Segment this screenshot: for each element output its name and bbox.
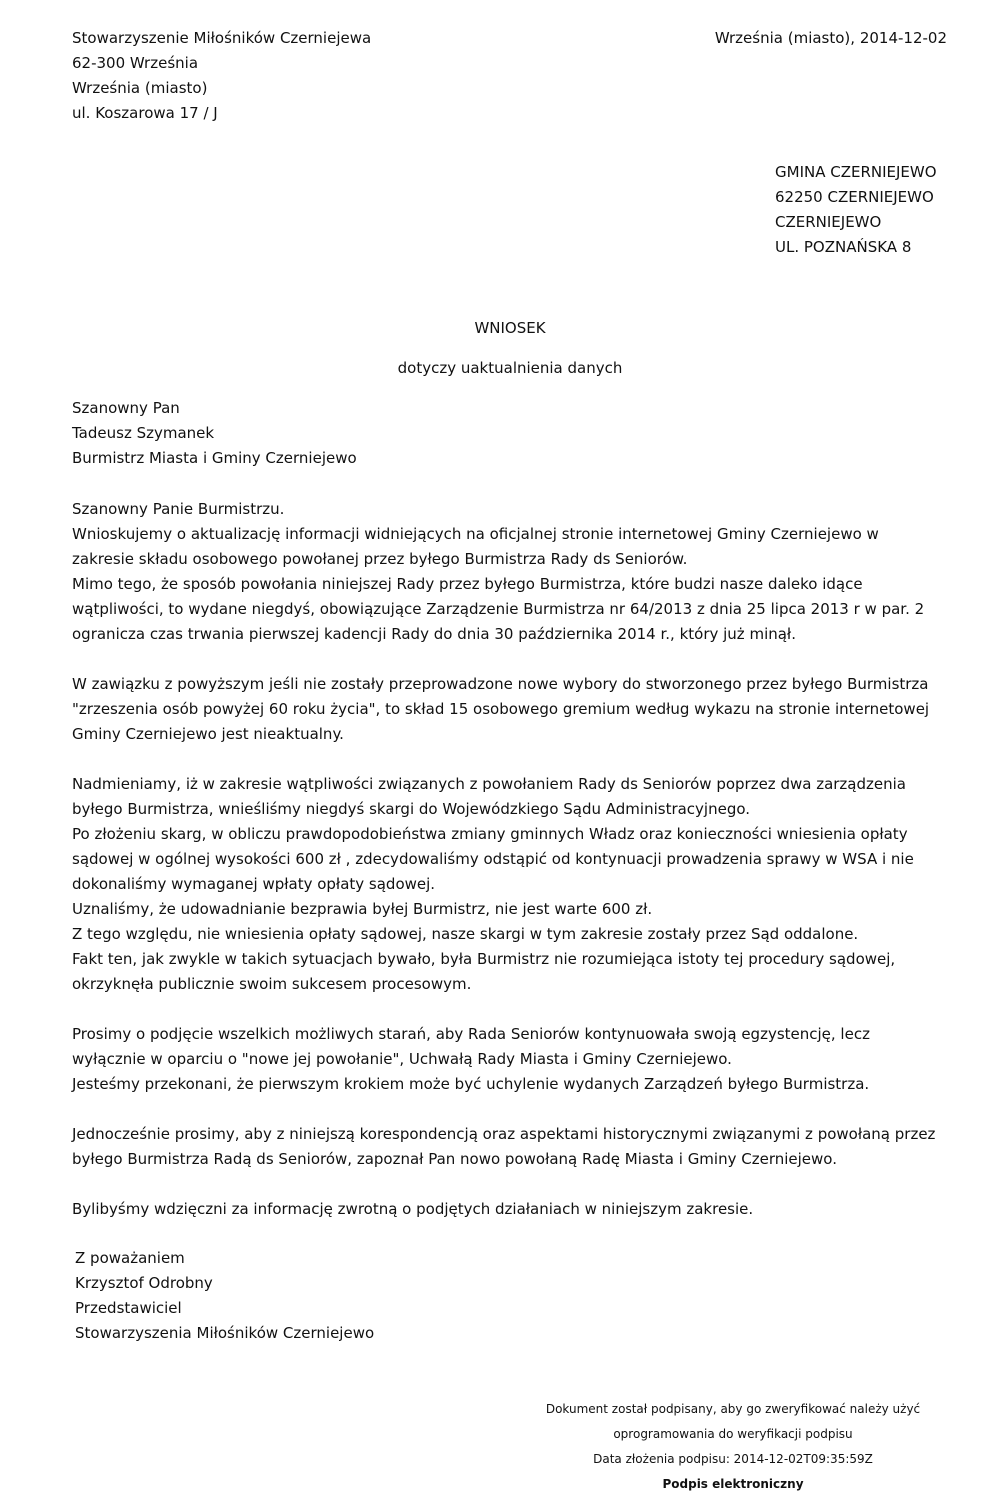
document-title: WNIOSEK	[474, 319, 546, 337]
paragraph-2	[72, 672, 952, 747]
body-line: Mimo tego, że sposób powołania niniejszej Rady przez byłego Burmistrza, które budzi nasze daleko idące	[72, 575, 863, 593]
sender-name: Stowarzyszenie Miłośników Czerniejewa	[72, 29, 372, 47]
body-line: "zrzeszenia osób powyżej 60 roku życia", to skład 15 osobowego gremium według wykazu na stronie internetowej	[72, 700, 930, 718]
body-line: zakresie składu osobowego powołanej przez byłego Burmistrza Rady ds Seniorów.	[72, 550, 688, 568]
body-line: byłego Burmistrza, wnieśliśmy niegdyś skargi do Wojewódzkiego Sądu Administracyjnego.	[72, 800, 751, 818]
signature-label: Podpis elektroniczny	[662, 1477, 804, 1491]
signer-name: Krzysztof Odrobny	[75, 1274, 213, 1292]
closing-phrase: Z poważaniem	[75, 1249, 185, 1267]
recipient-city: CZERNIEJEWO	[775, 213, 882, 231]
addressee-name: Tadeusz Szymanek	[72, 424, 215, 442]
body-line: Szanowny Panie Burmistrzu.	[72, 500, 285, 518]
signer-organization: Stowarzyszenia Miłośników Czerniejewo	[75, 1324, 375, 1342]
paragraph-6	[72, 1197, 952, 1222]
sender-street: ul. Koszarowa 17 / J	[72, 104, 218, 122]
body-line: Gminy Czerniejewo jest nieaktualny.	[72, 725, 344, 743]
body-line: Jednocześnie prosimy, aby z niniejszą korespondencją oraz aspektami historycznymi związanymi z powołaną przez	[72, 1125, 936, 1143]
letter-body	[72, 497, 952, 1247]
body-line: sądowej w ogólnej wysokości 600 zł , zdecydowaliśmy odstąpić od kontynuacji prowadzenia sprawy w WSA i nie	[72, 850, 914, 868]
body-line: okrzyknęła publicznie swoim sukcesem procesowym.	[72, 975, 472, 993]
recipient-address	[775, 160, 937, 260]
addressee-position: Burmistrz Miasta i Gminy Czerniejewo	[72, 449, 357, 467]
recipient-name: GMINA CZERNIEJEWO	[775, 163, 937, 181]
recipient-postcode: 62250 CZERNIEJEWO	[775, 188, 934, 206]
addressee	[72, 396, 357, 471]
body-line: Po złożeniu skarg, w obliczu prawdopodobieństwa zmiany gminnych Władz oraz konieczności wniesienia opłaty	[72, 825, 908, 843]
body-line: ogranicza czas trwania pierwszej kadencji Rady do dnia 30 października 2014 r., który już minął.	[72, 625, 796, 643]
electronic-signature-note	[533, 1397, 933, 1497]
signature-note-line: oprogramowania do weryfikacji podpisu	[613, 1427, 853, 1441]
sender-city: Września (miasto)	[72, 79, 208, 97]
signature-note-line: Dokument został podpisany, aby go zweryfikować należy użyć	[545, 1402, 921, 1416]
body-line: byłego Burmistrza Radą ds Seniorów, zapoznał Pan nowo powołaną Radę Miasta i Gminy Czerniejewo.	[72, 1150, 837, 1168]
place-date: Września (miasto), 2014-12-02	[714, 29, 947, 47]
body-line: Fakt ten, jak zwykle w takich sytuacjach bywało, była Burmistrz nie rozumiejąca istoty tej procedury sądowej,	[72, 950, 896, 968]
sender-postcode: 62-300 Września	[72, 54, 199, 72]
body-line: Jesteśmy przekonani, że pierwszym krokiem może być uchylenie wydanych Zarządzeń byłego Burmistrza.	[72, 1075, 870, 1093]
signer-role: Przedstawiciel	[75, 1299, 182, 1317]
body-line: Wnioskujemy o aktualizację informacji widniejących na oficjalnej stronie internetowej Gminy Czerniejewo w	[72, 525, 879, 543]
body-line: Bylibyśmy wdzięczni za informację zwrotną o podjętych działaniach w niniejszym zakresie.	[72, 1200, 754, 1218]
sender-address	[72, 26, 371, 126]
signature-date: Data złożenia podpisu: 2014-12-02T09:35:59Z	[593, 1452, 873, 1466]
signoff	[75, 1246, 374, 1346]
recipient-street: UL. POZNAŃSKA 8	[775, 238, 912, 256]
body-line: dokonaliśmy wymaganej wpłaty opłaty sądowej.	[72, 875, 436, 893]
document-subtitle: dotyczy uaktualnienia danych	[397, 359, 623, 377]
paragraph-1	[72, 497, 952, 647]
body-line: wątpliwości, to wydane niegdyś, obowiązujące Zarządzenie Burmistrza nr 64/2013 z dnia 25 lipca 2013 r w par. 2	[72, 600, 925, 618]
paragraph-5	[72, 1122, 952, 1172]
body-line: Uznaliśmy, że udowadnianie bezprawia byłej Burmistrz, nie jest warte 600 zł.	[72, 900, 653, 918]
body-line: wyłącznie w oparciu o "nowe jej powołanie", Uchwałą Rady Miasta i Gminy Czerniejewo.	[72, 1050, 732, 1068]
body-line: Z tego względu, nie wniesienia opłaty sądowej, nasze skargi w tym zakresie zostały przez Sąd oddalone.	[72, 925, 859, 943]
body-line: Prosimy o podjęcie wszelkich możliwych starań, aby Rada Seniorów kontynuowała swoją egzystencję, lecz	[72, 1025, 870, 1043]
paragraph-4	[72, 1022, 952, 1097]
addressee-salutation: Szanowny Pan	[72, 399, 180, 417]
paragraph-3	[72, 772, 952, 997]
body-line: W zawiązku z powyższym jeśli nie zostały przeprowadzone nowe wybory do stworzonego przez byłego Burmistrza	[72, 675, 929, 693]
body-line: Nadmieniamy, iż w zakresie wątpliwości związanych z powołaniem Rady ds Seniorów poprzez dwa zarządzenia	[72, 775, 906, 793]
